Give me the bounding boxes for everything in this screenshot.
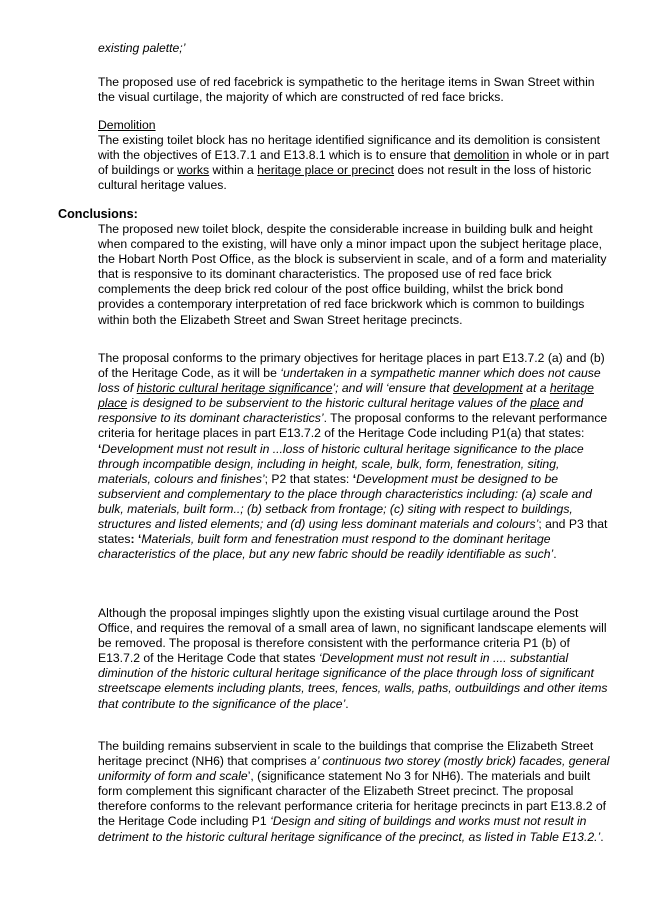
quote-mark: : ‘: [130, 532, 142, 547]
text: The proposal conforms to the primary objectives for heritage places in part E13.7.2 (a) and (b) of the Heritage Code, as it will be: [98, 351, 605, 381]
demolition-heading: Demolition: [98, 118, 156, 132]
text: ; and P3 that states: [98, 517, 608, 547]
link-place[interactable]: place: [530, 396, 560, 411]
text: within a: [209, 163, 258, 178]
quote-p1a: Development must not result in ...loss of historic cultural heritage significance to the place through incompatible design, including in height, scale, bulk, form, fenestration, siting, materials, colours and finishes’: [98, 441, 584, 486]
paragraph-visual-curtilage: [98, 606, 610, 712]
text: ’, (significance statement No 3 for NH6). The materials and built form complement this significant character of the Elizabeth Street precinct. The proposal therefore conforms to the relevant performance criteria for heritage precincts in part E13.8.2 of the Heritage Code including P1: [98, 769, 607, 829]
quote: ’; and will: [332, 381, 386, 396]
palette-fragment: existing palette;’: [98, 41, 186, 55]
text: Although the proposal impinges slightly upon the existing visual curtilage around the Post Office, and requires the removal of a small area of lawn, no significant landscape elements will be removed. The proposal is therefore consistent with the performance criteria P1 (b) of E13.7.2 of the Heritage Code that states: [98, 606, 607, 666]
link-heritage-place[interactable]: heritage place: [98, 381, 594, 411]
quote-mark: ‘: [98, 441, 102, 456]
link-works[interactable]: works: [177, 163, 210, 178]
text: The building remains subservient in scale to the buildings that comprise the Elizabeth Street heritage precinct (NH6) that comprises: [98, 739, 594, 769]
link-historic-cultural-heritage-significance[interactable]: historic cultural heritage significance: [136, 381, 333, 396]
quote: ‘ensure that: [385, 381, 453, 396]
quote-e13-8-2: ‘Design and siting of buildings and works must not result in detriment to the historic cultural heritage significance of the precinct, as listed in Table E13.2.’: [98, 814, 601, 844]
quote: is designed to be subservient to the historic cultural heritage values of the: [127, 396, 531, 411]
paragraph-demolition: [98, 133, 610, 193]
text: .: [600, 829, 604, 844]
quote: ‘undertaken in a sympathetic manner which does not cause loss of: [98, 366, 601, 396]
link-demolition[interactable]: demolition: [453, 148, 510, 163]
conclusions-heading: Conclusions:: [58, 207, 138, 221]
quote-mark: ‘: [352, 471, 357, 486]
text: in whole or in part of buildings or: [98, 148, 609, 178]
quote-p1b: ‘Development must not result in .... substantial diminution of the historic cultural heritage significance of the place through loss of significant streetscape elements including plants, trees, fences, walls, paths, outbuildings and other items that contribute to the significance of the place’: [98, 651, 608, 711]
text: The existing toilet block has no heritage identified significance and its demolition is consistent with the objectives of E13.7.1 and E13.8.1 which is to ensure that: [98, 133, 601, 163]
paragraph-conclusion-summary: The proposed new toilet block, despite the considerable increase in building bulk and height when compared to the existing, will have only a minor impact upon the subject heritage place, the Hobart North Post Office, as the block is subservient in scale, and of a form and materiality that is responsive to its dominant characteristics. The proposed use of red face brick complements the deep brick red colour of the post office building, whilst the brick bond provides a contemporary interpretation of red face brickwork which is common to buildings within both the Elizabeth Street and Swan Street heritage precincts.: [98, 222, 607, 327]
quote: and responsive to its dominant characteristics’: [98, 396, 584, 426]
paragraph-red-facebrick: The proposed use of red facebrick is sympathetic to the heritage items in Swan Street within the visual curtilage, the majority of which are constructed of red face bricks.: [98, 75, 595, 105]
paragraph-conformance: [98, 351, 610, 562]
link-development[interactable]: development: [453, 381, 523, 396]
link-heritage-place-or-precinct[interactable]: heritage place or precinct: [257, 163, 395, 178]
text: . The proposal conforms to the relevant performance criteria for heritage places in part E13.7.2 of the Heritage Code including P1(a) that states:: [98, 411, 608, 441]
quote-nh6: a’ continuous two storey (mostly brick) facades, general uniformity of form and scale: [98, 754, 610, 784]
paragraph-subservient-scale: [98, 739, 610, 845]
quote-p2: Development must be designed to be subservient and complementary to the place through characteristics including: (a) scale and bulk, materials, built form..; (b) setback from frontage; (c) siting with respect to buildings, structures and listed elements; and (d) using less dominant materials and colours’: [98, 471, 592, 532]
text: .: [345, 696, 349, 711]
text: does not result in the loss of historic cultural heritage values.: [98, 163, 592, 193]
text: ; P2 that states:: [264, 471, 353, 486]
text: .: [553, 547, 557, 562]
quote-p3: Materials, built form and fenestration must respond to the dominant heritage characteristics of the place, but any new fabric should be readily identifiable as such’: [98, 532, 554, 562]
quote: at a: [522, 381, 550, 396]
